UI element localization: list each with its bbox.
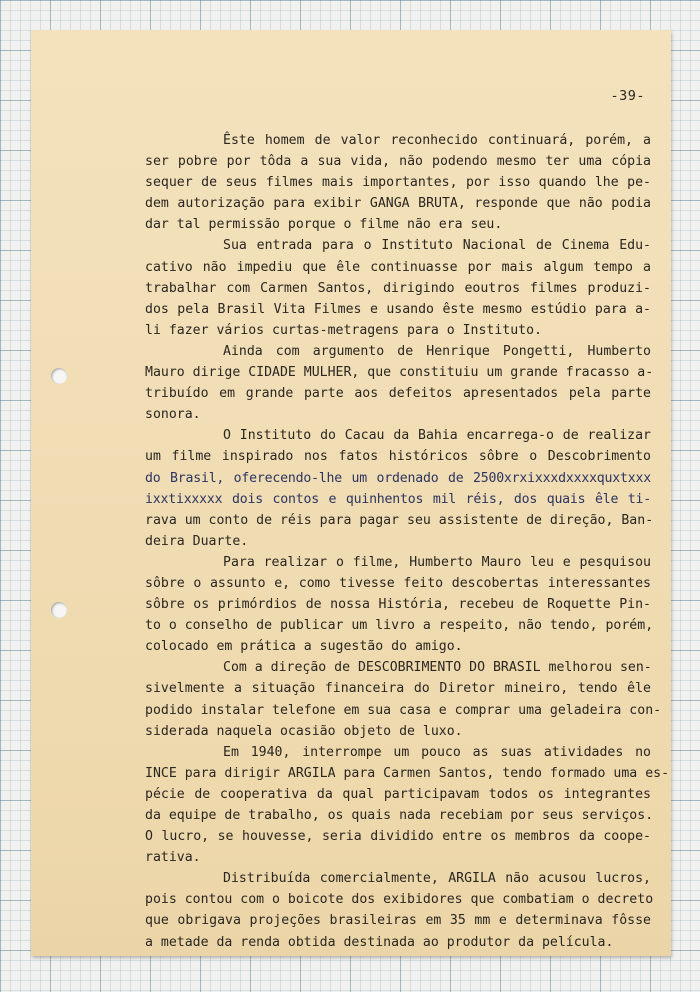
paragraph xyxy=(145,657,662,741)
text-line: podido instalar telefone em sua casa e comprar uma geladeira con- xyxy=(145,702,662,718)
paragraph xyxy=(145,130,651,235)
page-number: -39- xyxy=(610,88,645,104)
text-line: pécie de cooperativa da qual participavam todos os integrantes xyxy=(145,786,651,802)
paragraph xyxy=(145,742,670,869)
text-line: a metade da renda obtida destinada ao produtor da película. xyxy=(145,934,614,950)
paragraph xyxy=(145,552,654,657)
text-line-with-strikeout: do Brasil, oferecendo-lhe um ordenado de 2500xrxixxxdxxxxquxtxxx xyxy=(145,470,651,486)
paragraph xyxy=(145,341,654,425)
paragraph xyxy=(145,868,654,952)
text-line: INCE para dirigir ARGILA para Carmen Santos, tendo formado uma es- xyxy=(145,765,670,781)
text-line: O lucro, se houvesse, seria dividido entre os membros da coope- xyxy=(145,829,651,845)
text-line: sôbre os primórdios de nossa História, recebeu de Roquette Pin- xyxy=(145,597,651,613)
text-line: Sua entrada para o Instituto Nacional de Cinema Edu- xyxy=(223,238,651,254)
text-line: tribuído em grande parte aos defeitos apresentados pela parte xyxy=(145,386,651,402)
text-line: sivelmente a situação financeira do Diretor mineiro, tendo êle xyxy=(145,681,651,697)
text-line: dos pela Brasil Vita Filmes e usando êste mesmo estúdio para a- xyxy=(145,301,651,317)
text-line: trabalhar com Carmen Santos, dirigindo eoutros filmes produzi- xyxy=(145,280,651,296)
text-line: Para realizar o filme, Humberto Mauro leu e pesquisou xyxy=(223,554,651,570)
text-line: rava um conto de réis para pagar seu assistente de direção, Ban- xyxy=(145,512,654,528)
text-line: Ainda com argumento de Henrique Pongetti, Humberto xyxy=(223,343,651,359)
text-line: sonora. xyxy=(145,407,201,423)
text-line: deira Duarte. xyxy=(145,533,249,549)
text-line: Mauro dirige CIDADE MULHER, que constituiu um grande fracasso a- xyxy=(145,365,654,381)
text-line: cativo não impediu que êle continuasse por mais algum tempo a xyxy=(145,259,651,275)
punch-hole xyxy=(51,368,67,384)
text-line: O Instituto do Cacau da Bahia encarrega-o de realizar xyxy=(223,428,651,444)
text-line: dem autorização para exibir GANGA BRUTA, responde que não podia xyxy=(145,196,651,212)
text-line: siderada naquela ocasião objeto de luxo. xyxy=(145,723,463,739)
text-line: Êste homem de valor reconhecido continuará, porém, a xyxy=(223,133,651,148)
typewritten-page xyxy=(31,30,671,956)
text-line: li fazer vários curtas-metragens para o Instituto. xyxy=(145,322,542,338)
text-line: Em 1940, interrompe um pouco as suas atividades no xyxy=(223,744,651,760)
text-line: que obrigava projeções brasileiras em 35 mm e determinava fôsse xyxy=(145,913,651,929)
paragraph xyxy=(145,235,651,340)
text-line: sôbre o assunto e, como tivesse feito descobertas interessantes xyxy=(145,575,651,591)
text-line: Com a direção de DESCOBRIMENTO DO BRASIL melhorou sen- xyxy=(223,660,652,676)
text-line: da equipe de trabalho, os quais nada recebiam por seus serviços. xyxy=(145,808,654,823)
text-line: colocado em prática a sugestão do amigo. xyxy=(145,639,463,655)
text-line: ser pobre por tôda a sua vida, não podendo mesmo ter uma cópia xyxy=(145,154,651,170)
text-line: dar tal permissão porque o filme não era seu. xyxy=(145,217,503,233)
text-line-with-strikeout: ixxtixxxxx dois contos e quinhentos mil réis, dos quais êle ti- xyxy=(145,491,651,507)
text-line: rativa. xyxy=(145,850,201,866)
text-line: pois contou com o boicote dos exibidores que combatiam o decreto xyxy=(145,892,654,908)
paragraph xyxy=(145,425,654,552)
text-line: Distribuída comercialmente, ARGILA não acusou lucros, xyxy=(223,871,651,887)
text-line: um filme inspirado nos fatos históricos sôbre o Descobrimento xyxy=(145,449,651,465)
text-line: sequer de seus filmes mais importantes, por isso quando lhe pe- xyxy=(145,175,651,191)
body-text xyxy=(145,130,670,953)
punch-hole xyxy=(51,602,67,618)
text-line: to o conselho de publicar um livro a respeito, não tendo, porém, xyxy=(145,618,654,634)
